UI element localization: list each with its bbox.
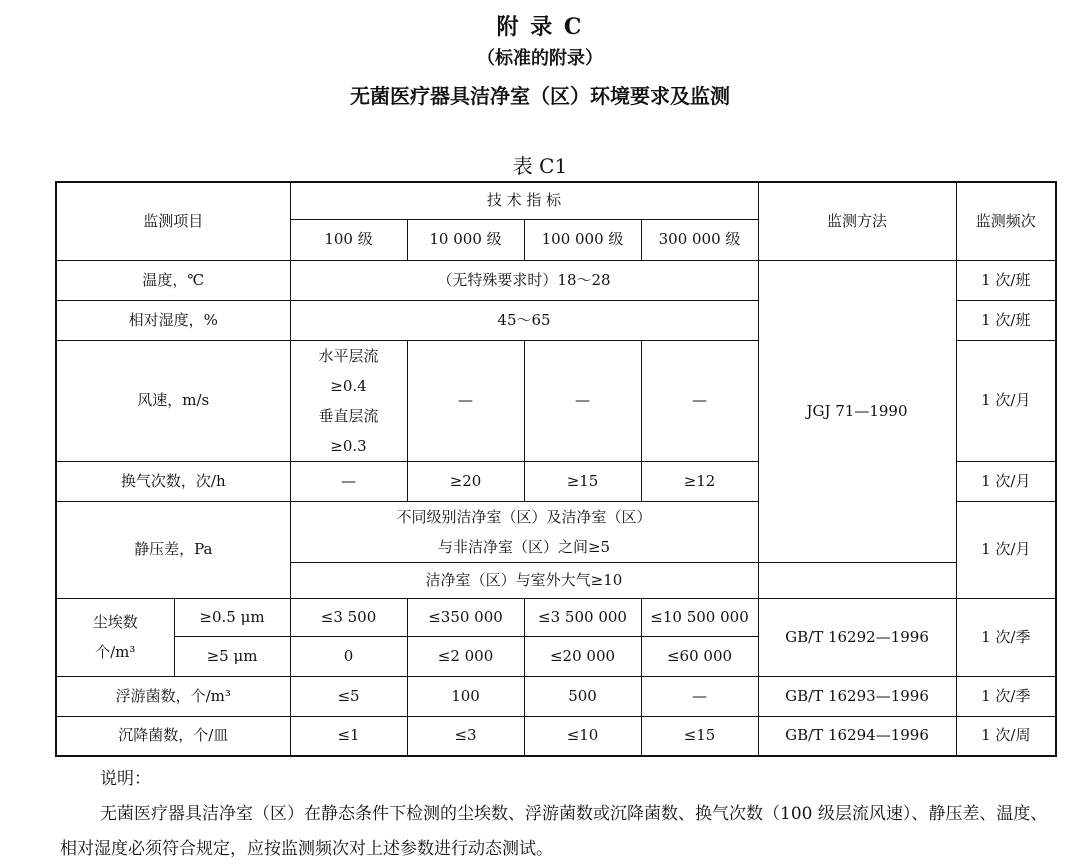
floating-row bbox=[56, 676, 1056, 716]
air-10000: ≥20 bbox=[407, 461, 524, 501]
level-10000: 10 000 级 bbox=[407, 219, 524, 260]
notes-section bbox=[60, 762, 1060, 867]
appendix-heading: 附 录 C bbox=[496, 14, 584, 40]
wind-freq: 1 次/月 bbox=[956, 340, 1056, 461]
level-100000: 100 000 级 bbox=[524, 219, 641, 260]
dust-label bbox=[56, 598, 174, 676]
notes-text: 无菌医疗器具洁净室（区）在静态条件下检测的尘埃数、浮游菌数或沉降菌数、换气次数（100 级层流风速）、静压差、温度、相对湿度必须符合规定，应按监测频次对上述参数进行动态测试。 bbox=[60, 804, 1048, 859]
floating-label: 浮游菌数，个/m³ bbox=[56, 676, 290, 716]
settling-100: ≤1 bbox=[290, 716, 407, 756]
humidity-label: 相对湿度，% bbox=[56, 300, 290, 340]
temp-label: 温度，℃ bbox=[56, 260, 290, 300]
pressure-label: 静压差，Pa bbox=[56, 501, 290, 598]
dust-5-10000: ≤2 000 bbox=[407, 636, 524, 676]
header-row bbox=[56, 182, 1056, 219]
dust-5-100: 0 bbox=[290, 636, 407, 676]
wind-vertical-value: ≥0.3 bbox=[330, 436, 367, 455]
air-label: 换气次数，次/h bbox=[56, 461, 290, 501]
humidity-value: 45～65 bbox=[290, 300, 758, 340]
settling-100000: ≤10 bbox=[524, 716, 641, 756]
temp-freq: 1 次/班 bbox=[956, 260, 1056, 300]
wind-horizontal-label: 水平层流 bbox=[318, 346, 379, 365]
dust-label-name: 尘埃数 bbox=[92, 613, 138, 631]
dust-05-300000: ≤10 500 000 bbox=[641, 598, 758, 636]
wind-label: 风速，m/s bbox=[56, 340, 290, 461]
settling-10000: ≤3 bbox=[407, 716, 524, 756]
header-method: 监测方法 bbox=[758, 182, 956, 260]
dust-method: GB/T 16292—1996 bbox=[758, 598, 956, 676]
dust-05-10000: ≤350 000 bbox=[407, 598, 524, 636]
dust-row-1 bbox=[56, 598, 1056, 636]
floating-100: ≤5 bbox=[290, 676, 407, 716]
temp-value: （无特殊要求时）18～28 bbox=[290, 260, 758, 300]
pressure-text-a bbox=[290, 501, 758, 562]
floating-300000: — bbox=[641, 676, 758, 716]
dust-5-300000: ≤60 000 bbox=[641, 636, 758, 676]
wind-vertical-label: 垂直层流 bbox=[318, 406, 379, 425]
floating-freq: 1 次/季 bbox=[956, 676, 1056, 716]
wind-10000: — bbox=[407, 340, 524, 461]
floating-method: GB/T 16293—1996 bbox=[758, 676, 956, 716]
settling-method: GB/T 16294—1996 bbox=[758, 716, 956, 756]
wind-300000: — bbox=[641, 340, 758, 461]
header-freq: 监测频次 bbox=[956, 182, 1056, 260]
level-100: 100 级 bbox=[290, 219, 407, 260]
temp-row bbox=[56, 260, 1056, 300]
wind-100000: — bbox=[524, 340, 641, 461]
settling-300000: ≤15 bbox=[641, 716, 758, 756]
level-300000: 300 000 级 bbox=[641, 219, 758, 260]
dust-size-5: ≥5 μm bbox=[174, 636, 290, 676]
air-100000: ≥15 bbox=[524, 461, 641, 501]
table-caption: 表 C1 bbox=[512, 154, 568, 178]
settling-label: 沉降菌数，个/皿 bbox=[56, 716, 290, 756]
pressure-line2: 与非洁净室（区）之间≥5 bbox=[437, 537, 611, 556]
air-freq: 1 次/月 bbox=[956, 461, 1056, 501]
dust-freq: 1 次/季 bbox=[956, 598, 1056, 676]
wind-100 bbox=[290, 340, 407, 461]
settling-row bbox=[56, 716, 1056, 756]
document-title: 无菌医疗器具洁净室（区）环境要求及监测 bbox=[350, 84, 730, 108]
header-item: 监测项目 bbox=[56, 182, 290, 260]
requirements-table bbox=[55, 181, 1057, 757]
notes-label: 说明： bbox=[100, 769, 151, 789]
dust-size-05: ≥0.5 μm bbox=[174, 598, 290, 636]
dust-label-unit: 个/m³ bbox=[95, 643, 136, 661]
jgj-method: JGJ 71—1990 bbox=[758, 260, 956, 562]
dust-5-100000: ≤20 000 bbox=[524, 636, 641, 676]
pressure-freq: 1 次/月 bbox=[956, 501, 1056, 598]
dust-05-100000: ≤3 500 000 bbox=[524, 598, 641, 636]
humidity-freq: 1 次/班 bbox=[956, 300, 1056, 340]
floating-100000: 500 bbox=[524, 676, 641, 716]
dust-05-100: ≤3 500 bbox=[290, 598, 407, 636]
pressure-line1: 不同级别洁净室（区）及洁净室（区） bbox=[396, 507, 652, 526]
wind-horizontal-value: ≥0.4 bbox=[330, 376, 367, 395]
floating-10000: 100 bbox=[407, 676, 524, 716]
settling-freq: 1 次/周 bbox=[956, 716, 1056, 756]
appendix-type: （标准的附录） bbox=[477, 48, 603, 69]
header-tech: 技 术 指 标 bbox=[290, 182, 758, 219]
air-100: — bbox=[290, 461, 407, 501]
air-300000: ≥12 bbox=[641, 461, 758, 501]
pressure-line3: 洁净室（区）与室外大气≥10 bbox=[290, 562, 758, 598]
